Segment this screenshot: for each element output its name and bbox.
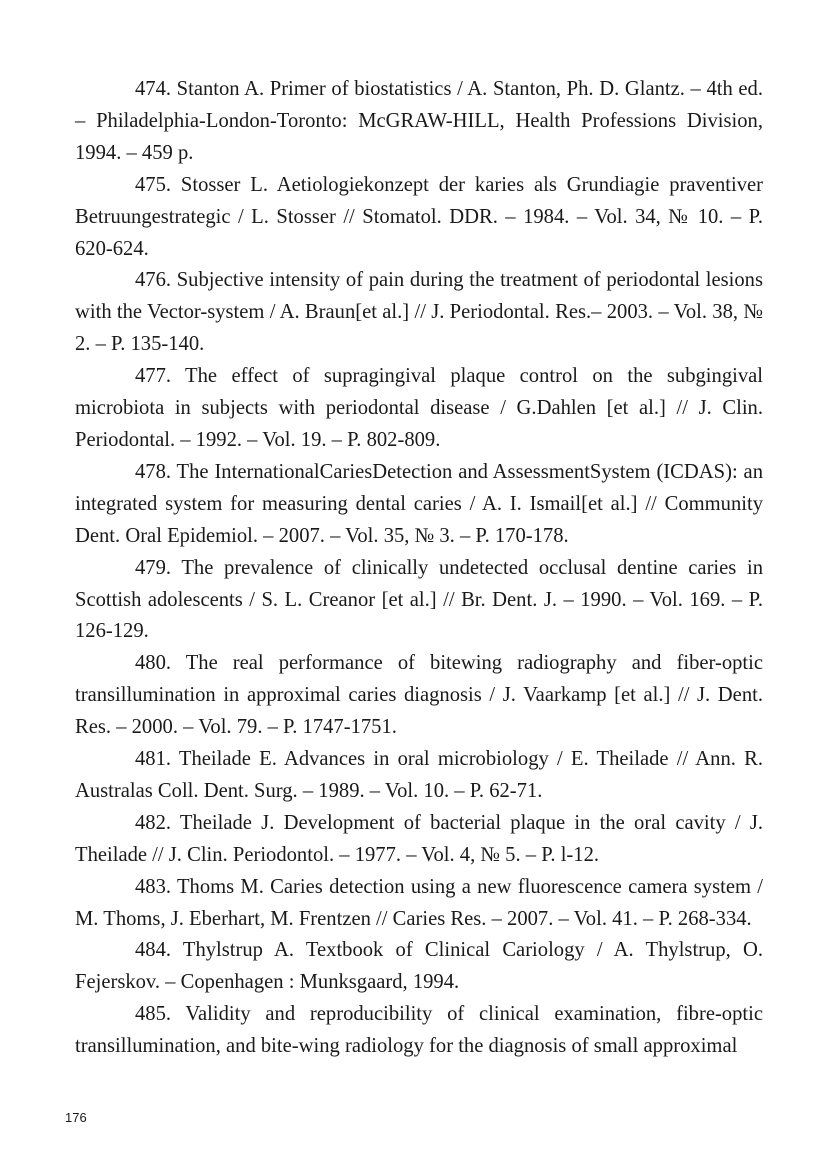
reference-484: 484. Thylstrup A. Textbook of Clinical Cariology / A. Thylstrup, O. Fejerskov. – Copenhagen : Munksgaard, 1994. [75,939,763,994]
reference-477: 477. The effect of supragingival plaque control on the subgingival microbiota in subjects with periodontal disease / G.Dahlen [et al.] // J. Clin. Periodontal. – 1992. – Vol. 19. – P. 802-809. [75,365,763,451]
reference-474: 474. Stanton A. Primer of biostatistics / A. Stanton, Ph. D. Glantz. – 4th ed. – Philadelphia-London-Toronto: McGRAW-HILL, Health Professions Division, 1994. – 459 p. [75,78,763,164]
reference-483: 483. Thoms M. Caries detection using a new fluorescence camera system / M. Thoms, J. Eberhart, M. Frentzen // Caries Res. – 2007. – Vol. 41. – P. 268-334. [75,875,763,930]
reference-479: 479. The prevalence of clinically undetected occlusal dentine caries in Scottish adolescents / S. L. Creanor [et al.] // Br. Dent. J. – 1990. – Vol. 169. – P. 126-129. [75,556,763,643]
reference-475: 475. Stosser L. Aetiologiekonzept der karies als Grundiagie praventiver Betruungestrategic / L. Stosser // Stomatol. DDR. – 1984. – Vol. 34, № 10. – P. 620-624. [75,173,763,260]
reference-list [75,74,763,1063]
page-number: 176 [65,1110,87,1125]
reference-482: 482. Theilade J. Development of bacterial plaque in the oral cavity / J. Theilade // J. Clin. Periodontol. – 1977. – Vol. 4, № 5. – P. l-12. [75,811,763,866]
reference-478: 478. The InternationalCariesDetection and AssessmentSystem (ICDAS): an integrated system for measuring dental caries / A. I. Ismail[et al.] // Community Dent. Oral Epidemiol. – 2007. – Vol. 35, № 3. – P. 170-178. [75,460,763,547]
reference-481: 481. Theilade E. Advances in oral microbiology / E. Theilade // Ann. R. Australas Coll. Dent. Surg. – 1989. – Vol. 10. – P. 62-71. [75,748,763,802]
reference-476: 476. Subjective intensity of pain during the treatment of periodontal lesions with the Vector-system / A. Braun[et al.] // J. Periodontal. Res.– 2003. – Vol. 38, № 2. – P. 135-140. [75,269,763,356]
reference-480: 480. The real performance of bitewing radiography and fiber-optic transillumination in approximal caries diagnosis / J. Vaarkamp [et al.] // J. Dent. Res. – 2000. – Vol. 79. – P. 1747-1751. [75,652,763,739]
reference-485: 485. Validity and reproducibility of clinical examination, fibre-optic transillumination, and bite-wing radiology for the diagnosis of small approximal [75,1003,763,1058]
